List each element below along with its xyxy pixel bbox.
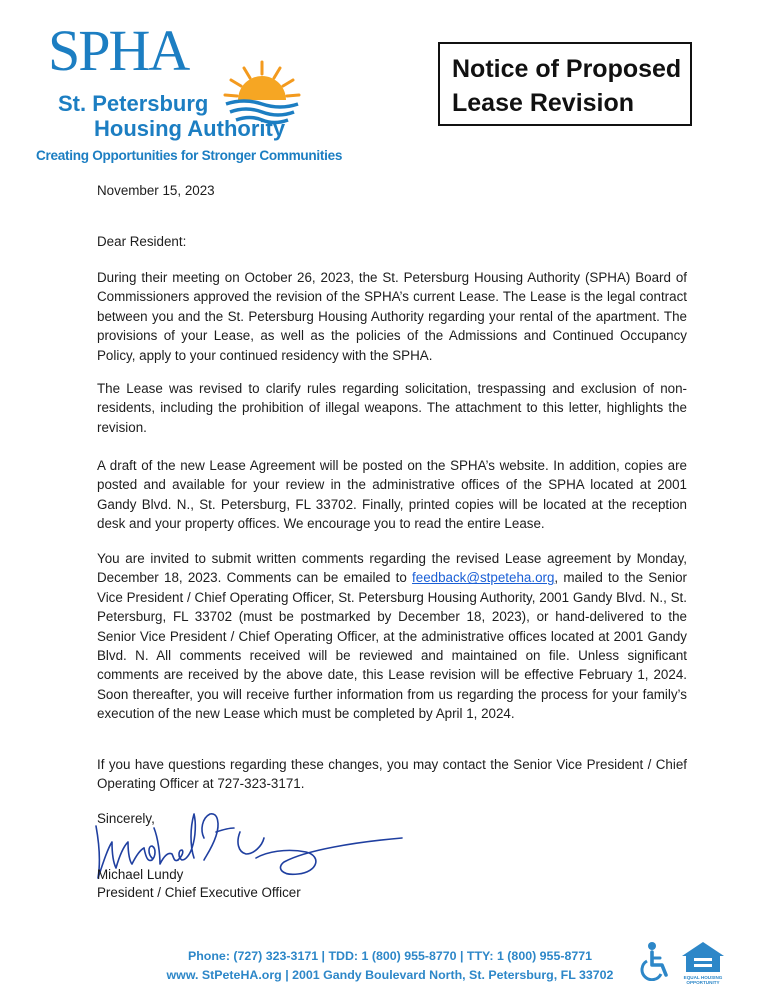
notice-title-line-1: Notice of Proposed	[452, 55, 682, 83]
paragraph-5: If you have questions regarding these changes, you may contact the Senior Vice President / Chief Operating Officer at 727-323-3171.	[97, 757, 687, 792]
signer-title: President / Chief Executive Officer	[97, 885, 301, 900]
letter-date: November 15, 2023	[97, 183, 215, 198]
eho-label-line-1: EQUAL HOUSING	[683, 975, 723, 980]
footer-contact-phones: Phone: (727) 323-3171 | TDD: 1 (800) 955-8770 | TTY: 1 (800) 955-8771	[187, 949, 593, 963]
eho-label-line-2: OPPORTUNITY	[686, 980, 720, 985]
spha-logo	[36, 18, 343, 168]
paragraph-3: A draft of the new Lease Agreement will be posted on the SPHA’s website. In addition, copies are posted and available for your review in the administrative offices of the SPHA located at 2001 Gandy Blvd. N., St. Petersburg, FL 33702. Finally, printed copies will be located at the reception desk and your property offices. We encourage you to read the entire Lease.	[97, 458, 687, 532]
paragraph-2: The Lease was revised to clarify rules regarding solicitation, trespassing and exclusion of non-residents, including the prohibition of illegal weapons. The attachment to this letter, highlights the revision.	[97, 381, 687, 435]
wheelchair-accessibility-icon	[640, 941, 672, 981]
notice-title-line-2: Lease Revision	[452, 89, 635, 117]
paragraph-4-part-2: , mailed to the Senior Vice President / Chief Operating Officer, St. Petersburg Housing Authority, 2001 Gandy Blvd. N., St. Petersburg, FL 33702 (must be postmarked by December 18, 2023), or hand-delivered to the Senior Vice President / Chief Operating Officer, at the administrative offices located at 2001 Gandy Blvd. N. All comments received will be reviewed and maintained on file. Unless significant comments are received by the above date, this Lease revision will be effective February 1, 2024. Soon thereafter, you will receive further information from us regarding the process for your family’s execution of the new Lease which must be completed by April 1, 2024.	[97, 570, 688, 722]
logo-line-housing-authority: Housing Authority	[94, 116, 286, 141]
closing: Sincerely,	[97, 811, 155, 826]
paragraph-4-part-1: You are invited to submit written comments regarding the revised Lease agreement by Monday, December 18, 2023. Comments can be emailed to	[97, 551, 687, 586]
notice-box	[438, 42, 692, 126]
signer-name: Michael Lundy	[97, 867, 184, 882]
paragraph-4	[97, 549, 687, 724]
feedback-email-link[interactable]: feedback@stpeteha.org	[412, 570, 555, 586]
equal-housing-opportunity-icon	[680, 940, 726, 986]
footer-website-address: www. StPeteHA.org | 2001 Gandy Boulevard North, St. Petersburg, FL 33702	[166, 968, 614, 982]
logo-line-st-petersburg: St. Petersburg	[58, 91, 209, 116]
paragraph-1: During their meeting on October 26, 2023, the St. Petersburg Housing Authority (SPHA) Board of Commissioners approved the revision of the SPHA’s current Lease. The Lease is the legal contract between you and the St. Petersburg Housing Authority regarding your rental of the apartment. The provisions of your Lease, as well as the policies of the Admissions and Continued Occupancy Policy, apply to your continued residency with the SPHA.	[97, 270, 687, 363]
logo-letters: SPHA	[48, 18, 189, 83]
salutation: Dear Resident:	[97, 234, 187, 249]
logo-tagline: Creating Opportunities for Stronger Communities	[36, 148, 343, 163]
